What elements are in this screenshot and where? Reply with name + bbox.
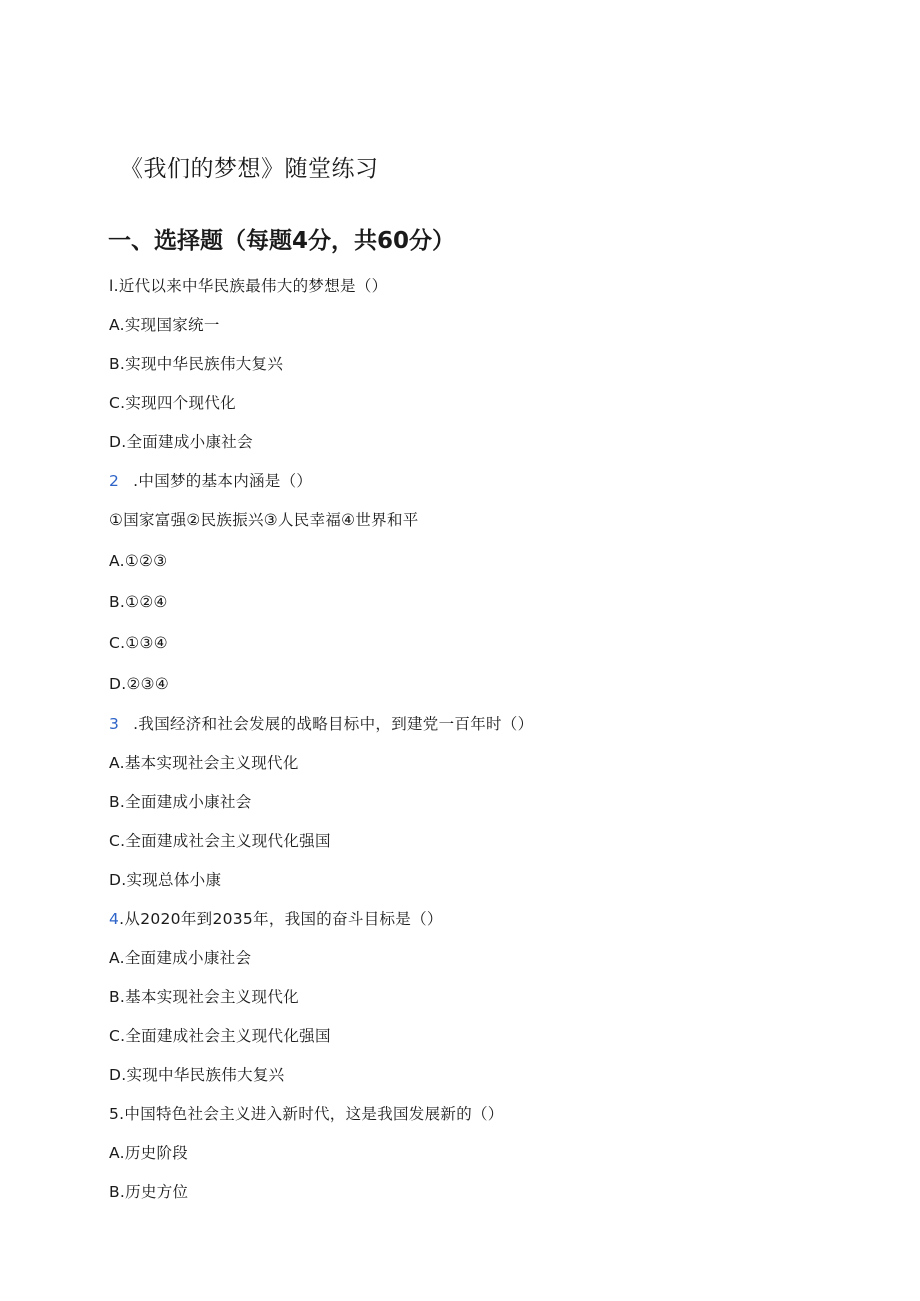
question-2-number: 2 [109,472,120,490]
question-4-option-a: A.全面建成小康社会 [109,949,252,967]
question-3-option-d: D.实现总体小康 [109,871,222,889]
question-4-stem-line [109,909,443,929]
question-1-stem: l.近代以来中华民族最伟大的梦想是（） [109,277,388,295]
question-2-stem: .中国梦的基本内涵是（） [133,472,313,490]
question-2-option-b: B.①②④ [109,593,168,611]
question-3-number: 3 [109,715,120,733]
question-5-stem: 5.中国特色社会主义进入新时代，这是我国发展新的（） [109,1105,504,1123]
question-4-number: 4 [109,910,120,928]
question-2-option-a: A.①②③ [109,552,168,570]
question-3-option-a: A.基本实现社会主义现代化 [109,754,299,772]
question-1-option-c: C.实现四个现代化 [109,394,236,412]
question-2-option-c: C.①③④ [109,634,168,652]
question-4-option-d: D.实现中华民族伟大复兴 [109,1066,285,1084]
question-2-stem-line [109,471,312,491]
question-2-option-d: D.②③④ [109,675,170,693]
question-3-stem-line [109,714,533,734]
section-title: 一、选择题（每题4分，共60分） [108,228,456,254]
question-1-option-a: A.实现国家统一 [109,316,220,334]
question-4-option-b: B.基本实现社会主义现代化 [109,988,299,1006]
question-3-option-b: B.全面建成小康社会 [109,793,252,811]
question-3-option-c: C.全面建成社会主义现代化强国 [109,832,331,850]
question-4-stem: .从2020年到2035年，我国的奋斗目标是（） [119,910,443,928]
question-1-option-b: B.实现中华民族伟大复兴 [109,355,284,373]
question-4-option-c: C.全面建成社会主义现代化强国 [109,1027,331,1045]
question-3-stem: .我国经济和社会发展的战略目标中，到建党一百年时（） [133,715,534,733]
document-title: 《我们的梦想》随堂练习 [120,156,379,182]
question-1-option-d: D.全面建成小康社会 [109,433,253,451]
question-5-option-a: A.历史阶段 [109,1144,189,1162]
question-2-note: ①国家富强②民族振兴③人民幸福④世界和平 [109,511,419,529]
question-5-option-b: B.历史方位 [109,1183,189,1201]
